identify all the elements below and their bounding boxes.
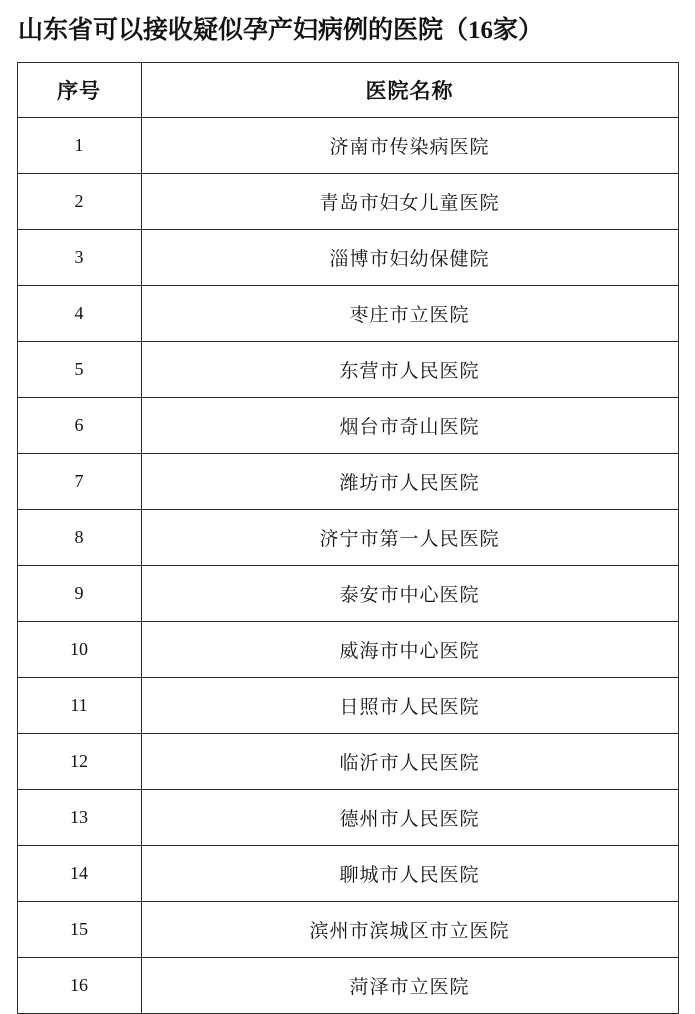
table-row	[17, 566, 678, 622]
cell-index: 8	[17, 510, 141, 566]
table-row	[17, 510, 678, 566]
table-row	[17, 118, 678, 174]
cell-hospital-name: 日照市人民医院	[141, 678, 678, 734]
table-row	[17, 398, 678, 454]
cell-hospital-name: 济南市传染病医院	[141, 118, 678, 174]
cell-hospital-name: 菏泽市立医院	[141, 958, 678, 1014]
cell-index: 7	[17, 454, 141, 510]
table-row	[17, 958, 678, 1014]
cell-index: 10	[17, 622, 141, 678]
cell-hospital-name: 滨州市滨城区市立医院	[141, 902, 678, 958]
cell-index: 5	[17, 342, 141, 398]
cell-index: 2	[17, 174, 141, 230]
cell-hospital-name: 济宁市第一人民医院	[141, 510, 678, 566]
table-row	[17, 230, 678, 286]
cell-index: 4	[17, 286, 141, 342]
table-header-row	[17, 63, 678, 118]
cell-hospital-name: 聊城市人民医院	[141, 846, 678, 902]
table-body	[17, 118, 678, 1014]
cell-hospital-name: 东营市人民医院	[141, 342, 678, 398]
table-row	[17, 342, 678, 398]
column-header-name: 医院名称	[141, 63, 678, 118]
table-row	[17, 678, 678, 734]
cell-index: 16	[17, 958, 141, 1014]
cell-index: 3	[17, 230, 141, 286]
table-row	[17, 734, 678, 790]
cell-hospital-name: 青岛市妇女儿童医院	[141, 174, 678, 230]
column-header-index: 序号	[17, 63, 141, 118]
table-row	[17, 454, 678, 510]
cell-hospital-name: 德州市人民医院	[141, 790, 678, 846]
hospital-table	[17, 62, 679, 1014]
cell-index: 11	[17, 678, 141, 734]
cell-hospital-name: 枣庄市立医院	[141, 286, 678, 342]
table-row	[17, 286, 678, 342]
table-row	[17, 622, 678, 678]
table-row	[17, 790, 678, 846]
table-row	[17, 174, 678, 230]
page-title: 山东省可以接收疑似孕产妇病例的医院（16家）	[18, 17, 544, 44]
cell-hospital-name: 潍坊市人民医院	[141, 454, 678, 510]
cell-index: 14	[17, 846, 141, 902]
cell-index: 1	[17, 118, 141, 174]
cell-index: 9	[17, 566, 141, 622]
cell-index: 13	[17, 790, 141, 846]
cell-hospital-name: 淄博市妇幼保健院	[141, 230, 678, 286]
table-row	[17, 846, 678, 902]
cell-hospital-name: 威海市中心医院	[141, 622, 678, 678]
cell-hospital-name: 泰安市中心医院	[141, 566, 678, 622]
cell-hospital-name: 临沂市人民医院	[141, 734, 678, 790]
cell-index: 12	[17, 734, 141, 790]
cell-index: 6	[17, 398, 141, 454]
table-header	[17, 63, 678, 118]
cell-hospital-name: 烟台市奇山医院	[141, 398, 678, 454]
cell-index: 15	[17, 902, 141, 958]
table-row	[17, 902, 678, 958]
